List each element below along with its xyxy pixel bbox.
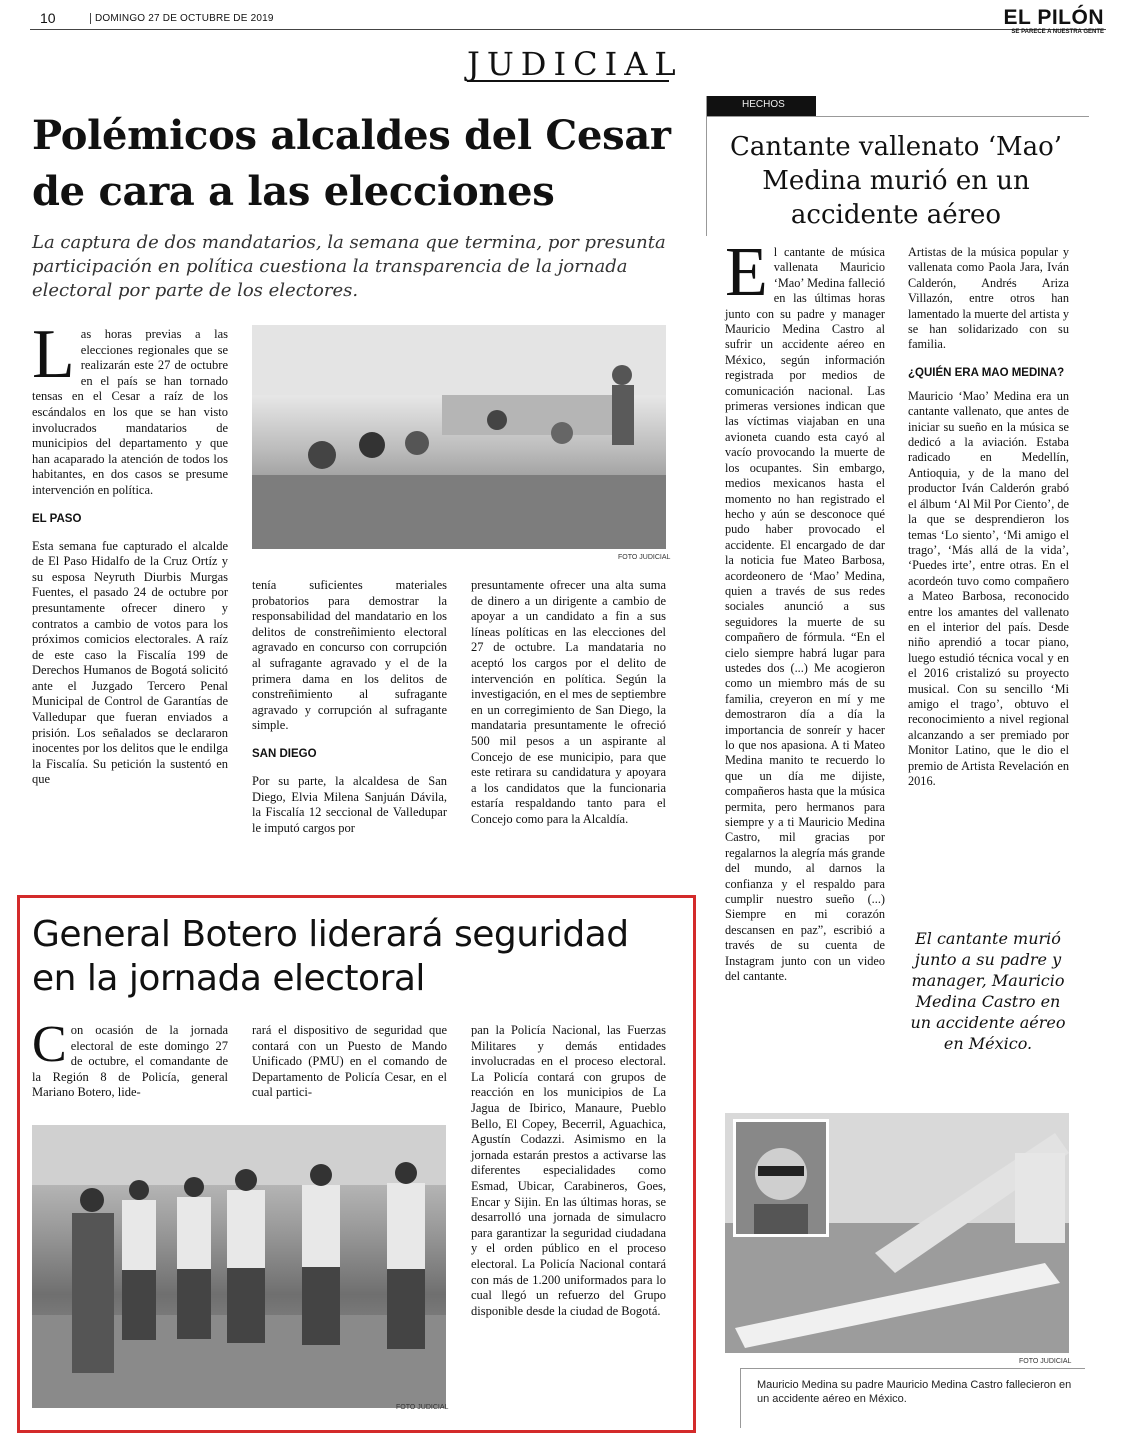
main-headline: Polémicos alcaldes del Cesar de cara a las elecciones bbox=[32, 112, 671, 215]
singer-portrait bbox=[733, 1119, 829, 1237]
main-column-3 bbox=[471, 578, 666, 828]
subhead-san-diego: SAN DIEGO bbox=[252, 747, 317, 760]
sidebar-col2a-text: Artistas de la música popular y vallenata como Paola Jara, Iván Calderón, Andrés Ariza Villazón, entre otros han lamentado la muerte del artista y se han solidarizado con su familia. bbox=[908, 245, 1069, 352]
subhead-quien-era: ¿QUIÉN ERA MAO MEDINA? bbox=[908, 366, 1065, 379]
police-photo bbox=[32, 1125, 446, 1408]
sidebar-column-1 bbox=[725, 234, 885, 985]
crash-photo-caption: Mauricio Medina su padre Mauricio Medina Castro fallecieron en un accidente aéreo en México. bbox=[757, 1379, 1072, 1405]
second-col1-text: on ocasión de la jornada electoral de este domingo 27 de octubre, el comandante de la Región 8 de Policía, general Mariano Botero, lide- bbox=[32, 1023, 228, 1100]
caption-left-rule bbox=[740, 1368, 741, 1428]
main-deck: La captura de dos mandatarios, la semana que termina, por presunta participación en política cuestiona la transparencia de la jornada electoral por parte de los electores. bbox=[32, 232, 666, 301]
sidebar-headline: Cantante vallenato ‘Mao’ Medina murió en un accidente aéreo bbox=[729, 132, 1063, 230]
second-col2-text: rará el dispositivo de seguridad que contará con un Puesto de Mando Unificado (PMU) en el comando de Departamento de Policía Cesar, en el cual partici- bbox=[252, 1023, 447, 1100]
masthead-tagline: SE PARECE A NUESTRA GENTE bbox=[1011, 29, 1104, 35]
sidebar-label: HECHOS bbox=[706, 96, 816, 116]
second-headline: General Botero liderará seguridad en la jornada electoral bbox=[32, 914, 629, 999]
courtroom-photo-credit: FOTO JUDICIAL bbox=[618, 554, 671, 561]
main-dropcap: L bbox=[32, 316, 75, 393]
main-intro: as horas previas a las elecciones regionales que se realizarán este 27 de octubre en el país se han tornado tensas en el Cesar a raíz de los escándalos en los que se han visto involucrados mandatarios de municipios del departamento y que han acaparado la atención de todos los habitantes, en dos casos se presume intervención en política. bbox=[32, 327, 228, 497]
courtroom-photo-illustration bbox=[252, 325, 666, 549]
police-photo-illustration bbox=[32, 1125, 446, 1408]
main-column-2 bbox=[252, 578, 447, 836]
main-col3-text: presuntamente ofrecer una alta suma de dinero a un dirigente a cambio de apoyar a un candidato a fin a sus líneas políticas en las elecciones del 27 de octubre. La mandataria no aceptó los cargos por el delito de intervención en política. Según la investigación, en el mes de septiembre en un corregimiento de San Diego, la mandataria presuntamente le ofreció 500 mil pesos a un aspirante al Concejo de ese municipio, para que este retirara su candidatura y apoyara a los candidatos que la funcionaria estaría respaldando tanto para el Concejo como para la Alcaldía. bbox=[471, 578, 666, 826]
second-column-2 bbox=[252, 1023, 447, 1101]
issue-date: DOMINGO 27 DE OCTUBRE DE 2019 bbox=[90, 13, 274, 24]
crash-photo-credit: FOTO JUDICIAL bbox=[1019, 1358, 1072, 1365]
subhead-el-paso: EL PASO bbox=[32, 512, 82, 525]
main-col1-text: Esta semana fue capturado el alcalde de El Paso Hidalfo de la Cruz Ortíz y su esposa Neyruth Diurbis Murgas Fuentes, el pasado 24 de octubre por presuntamente ofrecer dinero y contratos a cambio de votos para los próximos comicios electorales. A raíz de este caso la Fiscalía 199 de Derechos Humanos de Bogotá solicitó ante el Juzgado Tercero Penal Municipal de Control de Garantías de Valledupar que fueran enviados a prisión. Los señalados se declararon inocentes por los delitos que le endilga la Fiscalía. Su petición la sustentó en que bbox=[32, 538, 228, 787]
page-header bbox=[30, 6, 1106, 35]
second-column-1 bbox=[32, 1016, 228, 1101]
sidebar-col1-text: l cantante de música vallenata Mauricio ‘Mao’ Medina falleció en las últimas horas junto con su padre y manager Mauricio Medina Castro al sufrir un accidente aéreo en México, según información registrada por medios de comunicación nacional. Las primeras versiones indican que las víctimas viajaban en una avioneta cuando esta cayó al vacío provocando la muerte de los ocupantes. Sin embargo, medios mexicanos hasta el momento no han registrado el hecho y aún se desconoce qué pudo haber provocado el accidente. El encargado de dar la noticia fue Mateo Barbosa, acordeonero de ‘Mao’ Medina, quien a través de sus redes sociales anunció a sus seguidores la muerte de su compañero de fórmula. “En el cielo siempre habrá lugar para ustedes dos (...) Me acogieron como un miembro más de su familia, creyeron en mí y me demostraron día a día la importancia de sonreír y hacer lo que nos apasiona. A ti Mateo Medina manito te recuerdo lo que un día me dijiste, compañeros hasta que la música permita, pero hermanos para siempre y a ti Mauricio Medina Castro, mil gracias por regalarnos la alegría más grande del mundo, al darnos la confianza y el respaldo para cumplir nuestro sueño (...) Siempre en mi corazón descansen en paz”, escribió a través de su cuenta de Instagram junto con un video del cantante. bbox=[725, 245, 885, 984]
police-photo-credit: FOTO JUDICIAL bbox=[396, 1404, 449, 1411]
masthead-logo: EL PILÓN bbox=[1003, 6, 1104, 29]
second-col3-text: pan la Policía Nacional, las Fuerzas Militares y demás entidades involucradas en el proceso electoral. La Policía contará con grupos de reacción en los municipios de La Jagua de Ibirico, Manaure, Pueblo Bello, El Copey, Becerril, Aguachica, Agustín Codazzi. Asimismo en la jornada estarán prestos a activarse las diferentes especialidades como Esmad, Ubicar, Carabineros, Goes, Encar y Sijin. En las últimas horas, se desarrolló una jornada de simulacro para garantizar la seguridad ciudadana y el orden público en el proceso electoral. La Policía Nacional contará con más de 1.200 uniformados para lo cual llegó un refuerzo del Grupo disponible desde la ciudad de Bogotá. bbox=[471, 1023, 666, 1318]
courtroom-photo bbox=[252, 325, 666, 549]
pull-quote: El cantante murió junto a su padre y manager, Mauricio Medina Castro en un accidente aéreo en México. bbox=[910, 929, 1066, 1053]
sidebar-dropcap: E bbox=[725, 234, 768, 311]
second-column-3 bbox=[471, 1023, 666, 1319]
sidebar-top-rule bbox=[706, 116, 1089, 117]
main-col2a-text: tenía suficientes materiales probatorios para demostrar la responsabilidad del mandatario en los delitos de constreñimiento electoral agravado en concurso con corrupción al sufragante agravado y el de la primera dama en los delitos de constreñimiento al sufragante agravado y corrupción al sufragante simple. bbox=[252, 578, 447, 733]
sidebar-column-2 bbox=[908, 245, 1069, 789]
main-column-1 bbox=[32, 316, 228, 788]
sidebar-left-rule bbox=[706, 96, 707, 236]
main-col2b-text: Por su parte, la alcaldesa de San Diego, Elvia Milena Sanjuán Dávila, la Fiscalía 12 seccional de Valledupar le imputó cargos por bbox=[252, 773, 447, 835]
sidebar-col2b-text: Mauricio ‘Mao’ Medina era un cantante vallenato, que antes de iniciar su sueño en la música se dedicó a la aviación. Estaba radicado en Medellín, Antioquia, y de la mano del productor Iván Calderón grabó el álbum ‘Al Mil Por Ciento’, de la que se desprendieron los temas ‘Lo siento’, ‘Mi amigo el trago’, ‘Más allá de la vida’, ‘Puedes irte’, entre otras. En el acordeón tuvo como compañero a Mateo Barbosa, reconocido entre los amantes del vallenato en el interior del país. Desde niño aprendió a tocar piano, luego estudió técnica vocal y en el 2016 cristalizó su proyecto musical. Con su sencillo ‘Mi amigo el trago’, obtuvo el reconocimiento a nivel regional alcanzando a ser premiado por Monitor Latino, que le dio el premio de Artista Revelación en 2016. bbox=[908, 388, 1069, 788]
caption-top-rule bbox=[740, 1368, 1085, 1369]
second-dropcap: C bbox=[32, 1016, 67, 1073]
page-number: 10 bbox=[40, 10, 56, 26]
section-title: JUDICIAL bbox=[467, 45, 683, 83]
singer-portrait-illustration bbox=[736, 1122, 826, 1234]
